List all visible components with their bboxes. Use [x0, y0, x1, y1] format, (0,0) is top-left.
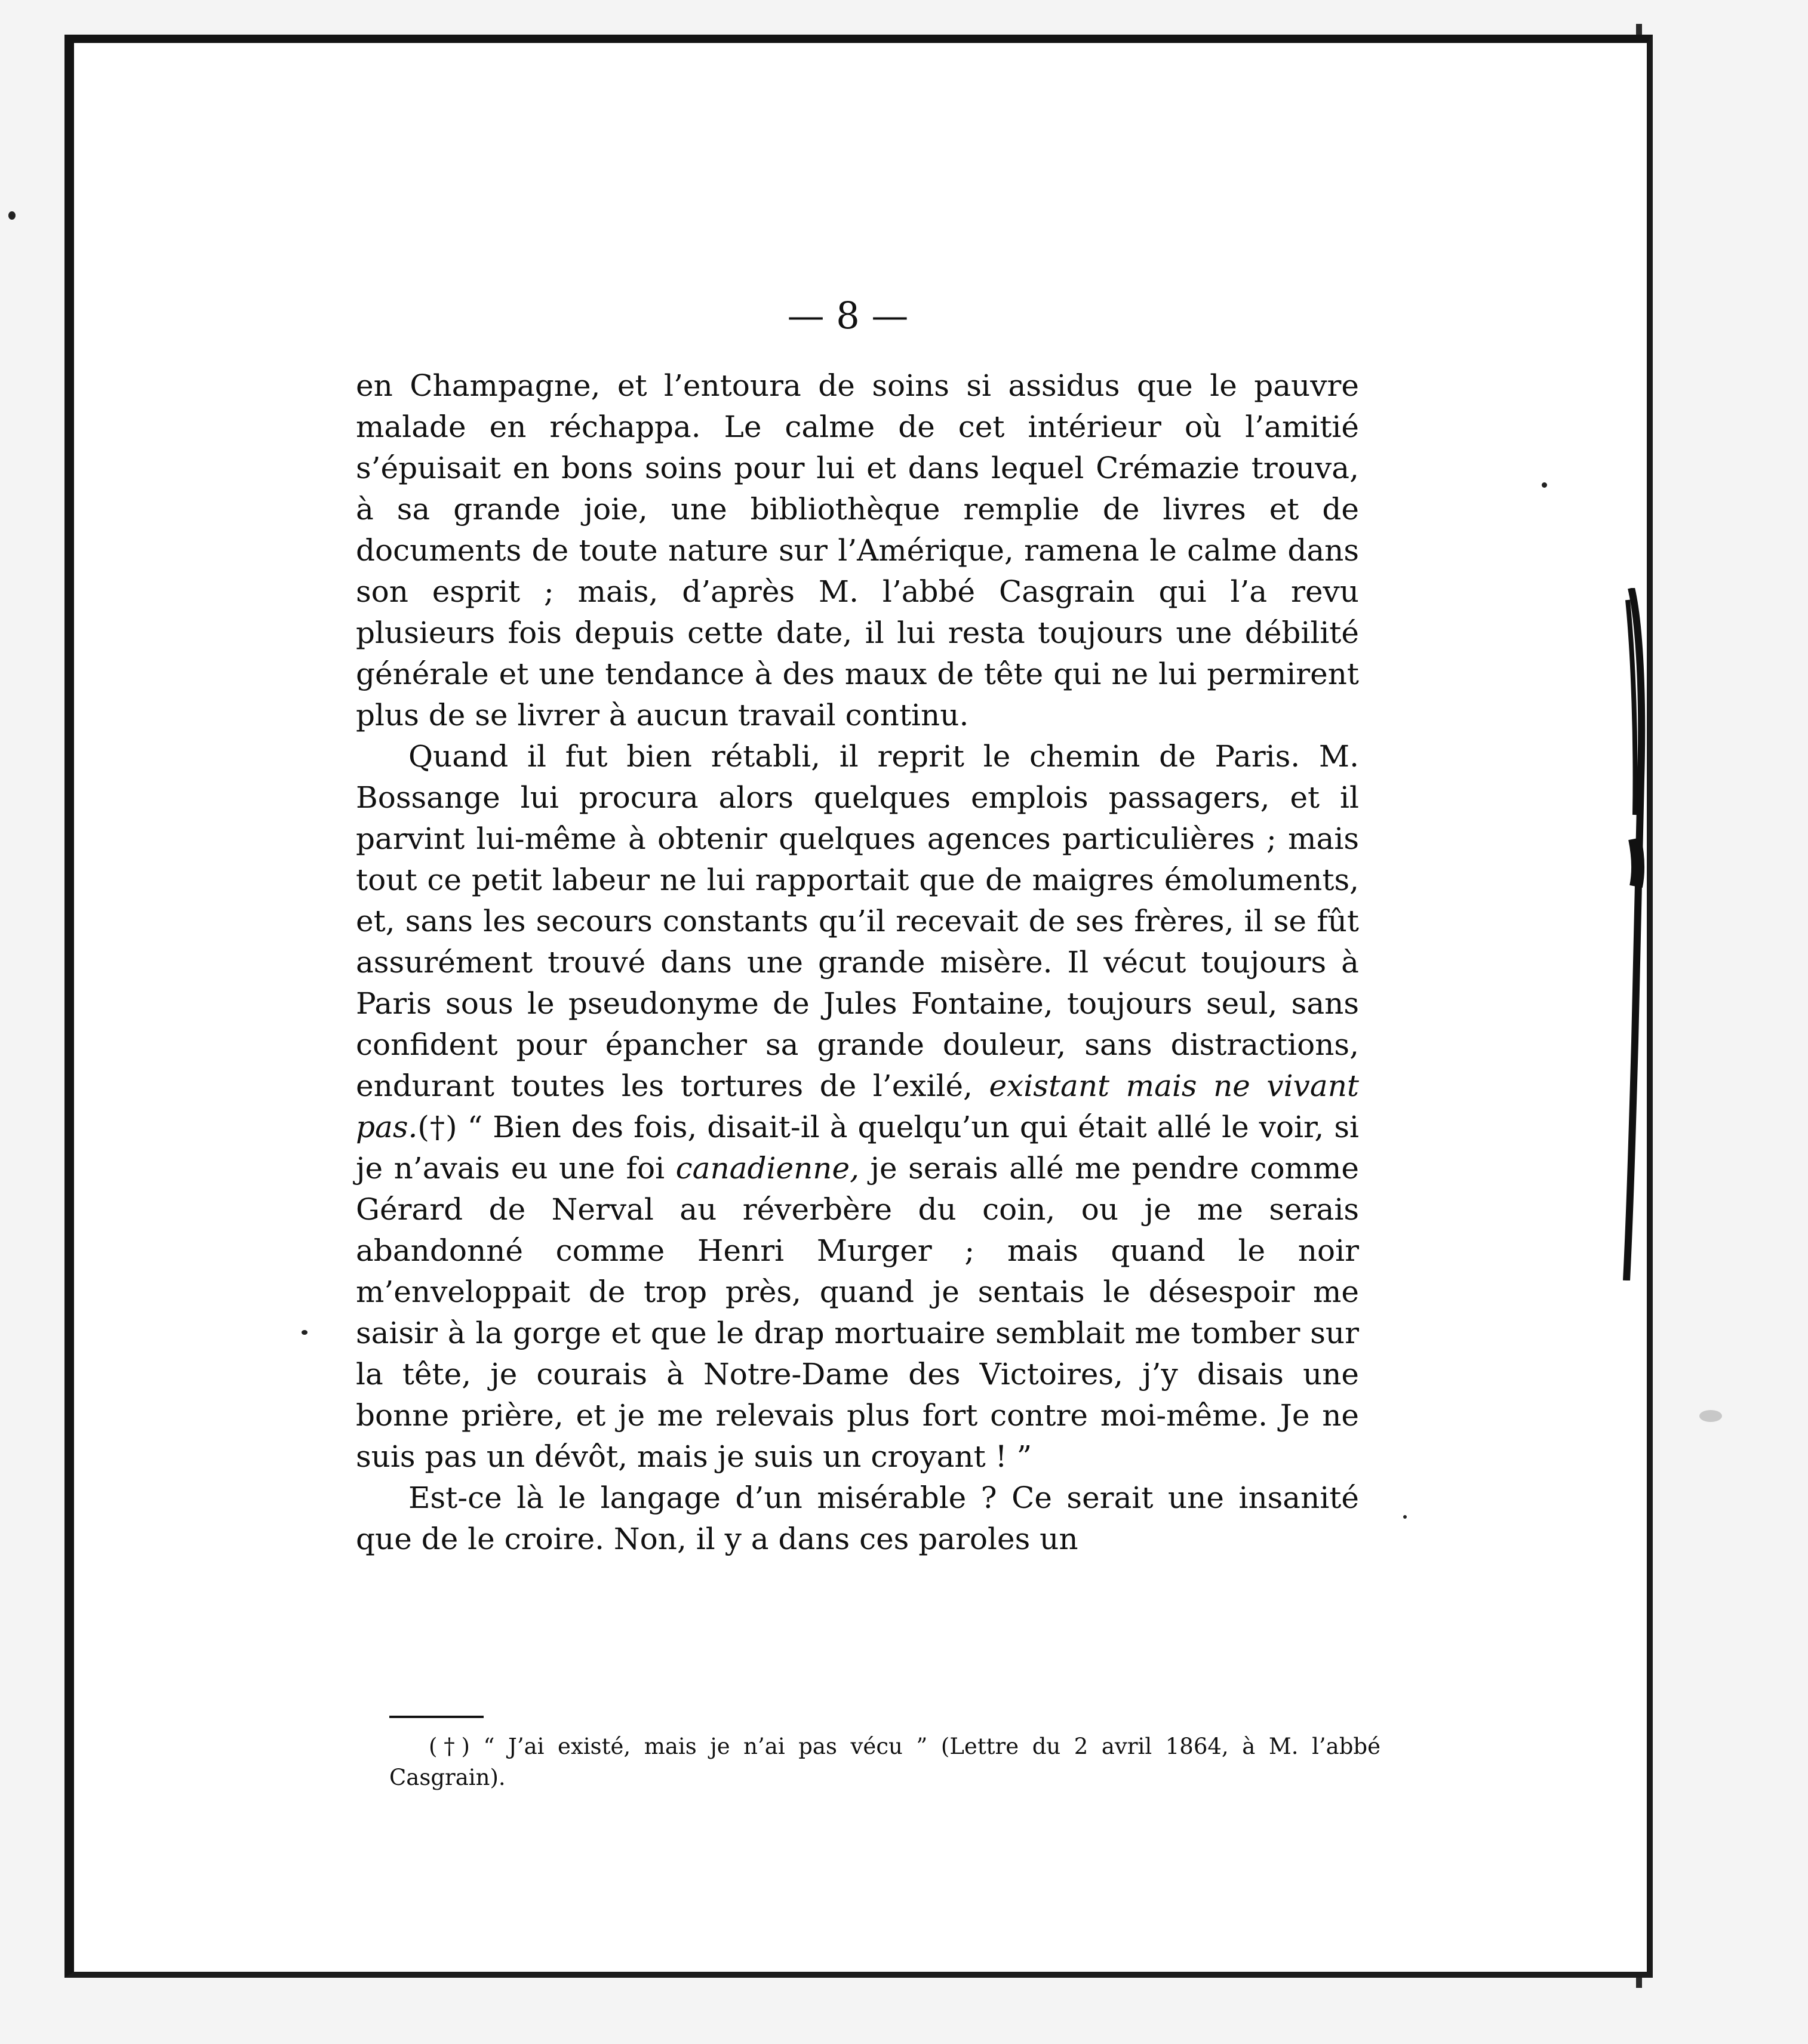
footnote-marker: (†) [417, 1110, 457, 1144]
paragraph: Est-ce là le langage d’un misérable ? Ce serait une insanité que de le croire. Non, il y a dans ces paroles un [356, 1480, 1359, 1556]
page-number: — 8 — [787, 294, 909, 337]
footnote [389, 1731, 1380, 1793]
scan-speck [1403, 1515, 1407, 1519]
scan-speck [1542, 482, 1547, 488]
italic-phrase: canadienne, [675, 1151, 859, 1186]
footnote-text: (†) “ J’ai existé, mais je n’ai pas vécu ” (Lettre du 2 avril 1864, à M. l’abbé Casgrain). [389, 1734, 1380, 1790]
paragraph [356, 736, 1359, 1477]
paragraph-text: Quand il fut bien rétabli, il reprit le chemin de Paris. M. Bossange lui procura alors quelques emplois passagers, et il parvint lui-même à obtenir quelques agences particulières ; mais tout ce petit labeur ne lui rapportait que de maigres émoluments, et, sans les secours constants qu’il recevait de ses frères, il se fût assurément trouvé dans une grande misère. Il vécut toujours à Paris sous le pseudonyme de Jules Fontaine, toujours seul, sans confident pour épancher sa grande douleur, sans distractions, endurant toutes les tortures de l’exilé, [356, 739, 1359, 1103]
paragraph: en Champagne, et l’entoura de soins si assidus que le pauvre malade en réchappa. Le calme de cet intérieur où l’amitié s’épuisait en bons soins pour lui et dans lequel Crémazie trouva, à sa grande joie, une bibliothèque remplie de livres et de documents de toute nature sur l’Amérique, ramena le calme dans son esprit ; mais, d’après M. l’abbé Casgrain qui l’a revu plusieurs fois depuis cette date, il lui resta toujours une débilité générale et une tendance à des maux de tête qui ne lui permirent plus de se livrer à aucun travail continu. [356, 368, 1359, 732]
paragraph-text: “ Bien des fois, disait-il à quelqu’un qui était allé le voir, si je n’avais eu une foi [356, 1110, 1359, 1186]
main-text [356, 365, 1359, 1560]
scan-speck [8, 211, 16, 220]
scan-speck [1699, 1410, 1722, 1422]
scan-speck [302, 1330, 308, 1335]
italic-phrase: existant mais ne vivant pas. [356, 1069, 1359, 1144]
footnote-rule [389, 1716, 484, 1718]
binding-cord-icon [1623, 588, 1647, 1280]
paragraph-text: je serais allé me pendre comme Gérard de Nerval au réverbère du coin, ou je me serais abandonné comme Henri Murger ; mais quand le noir m’enveloppait de trop près, quand je sentais le désespoir me saisir à la gorge et que le drap mortuaire semblait me tomber sur la tête, je courais à Notre-Dame des Victoires, j’y disais une bonne prière, et je me relevais plus fort contre moi-même. Je ne suis pas un dévôt, mais je suis un croyant ! ” [356, 1151, 1359, 1474]
